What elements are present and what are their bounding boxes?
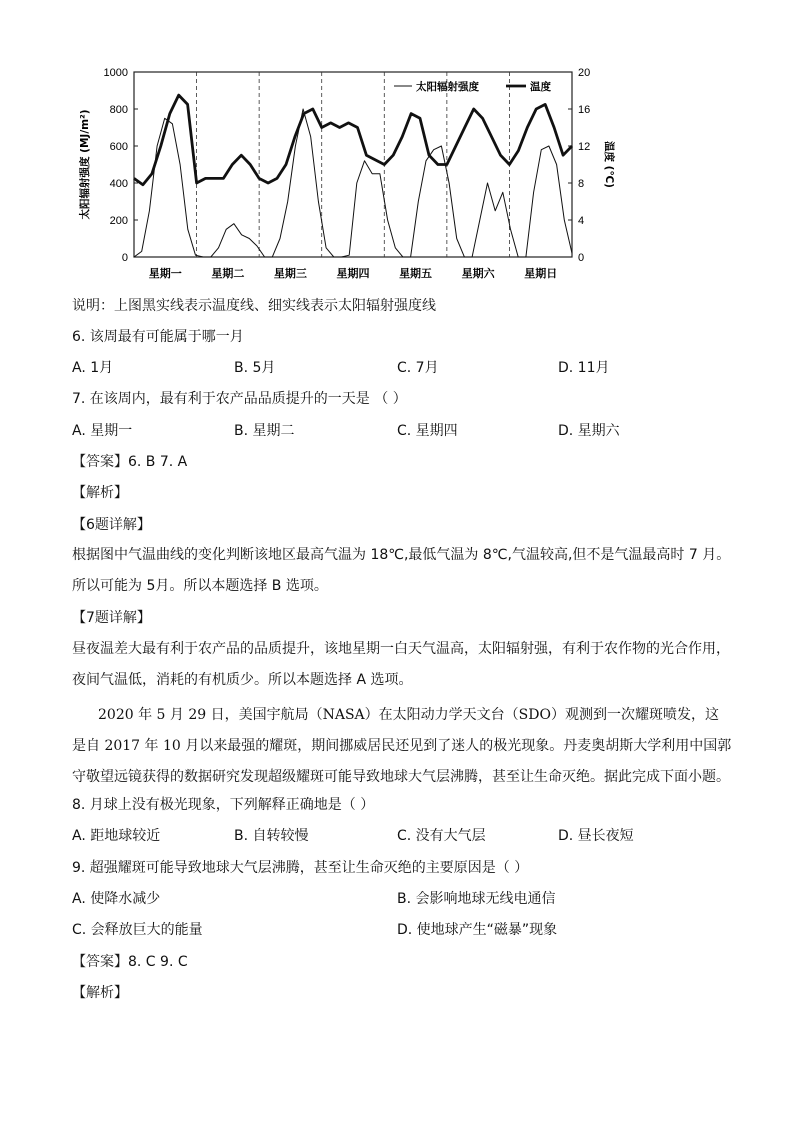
y2-tick-label: 0 [578,252,585,264]
q9-option-d: D. 使地球产生“磁暴”现象 [397,922,558,938]
detail-7-text: 昼夜温差大最有利于农产品的品质提升，该地星期一白天气温高，太阳辐射强，有利于农作物的光合作用，夜间气温低，消耗的有机质少。所以本题选择 A 选项。 [72,641,730,688]
q8-option-a: A. 距地球较近 [72,828,161,844]
answer-6-7: 【答案】6. B 7. A [72,454,188,470]
legend-solar-label: 太阳辐射强度 [416,81,479,93]
x-category-label: 星期二 [211,267,245,280]
q8-option-d: D. 昼长夜短 [558,828,634,844]
question-7: 7. 在该周内，最有利于农产品品质提升的一天是 （ ） [72,391,407,407]
y-tick-label: 400 [109,178,128,190]
y-tick-label: 0 [121,252,128,264]
q7-option-c: C. 星期四 [397,423,458,439]
x-category-label: 星期四 [336,267,370,280]
x-category-label: 星期六 [461,267,495,280]
x-category-label: 星期五 [399,267,433,280]
q8-option-b: B. 自转较慢 [234,828,309,844]
question-8: 8. 月球上没有极光现象，下列解释正确地是（ ） [72,797,375,813]
q7-option-b: B. 星期二 [234,423,295,439]
plot-frame [134,72,572,257]
analysis-heading-2: 【解析】 [72,985,128,1001]
y-axis-title: 太阳辐射强度 (MJ/m²) [79,109,91,220]
question-6: 6. 该周最有可能属于哪一月 [72,329,244,345]
y2-tick-label: 8 [578,178,585,190]
y2-axis-title: 温度 (℃) [603,141,615,188]
q6-option-b: B. 5月 [234,360,276,376]
x-category-label: 星期三 [273,267,307,280]
answer-8-9: 【答案】8. C 9. C [72,954,188,970]
detail-6-heading: 【6题详解】 [72,517,151,533]
chart-caption: 说明：上图黑实线表示温度线、细实线表示太阳辐射强度线 [72,298,436,314]
q6-option-a: A. 1月 [72,360,114,376]
temperature-radiation-chart [72,58,615,290]
x-category-label: 星期日 [524,267,558,280]
q7-option-a: A. 星期一 [72,423,133,439]
legend-temp-label: 温度 [530,81,551,93]
q9-option-a: A. 使降水减少 [72,891,161,907]
q6-option-d: D. 11月 [558,360,610,376]
question-9: 9. 超强耀斑可能导致地球大气层沸腾，甚至让生命灭绝的主要原因是（ ） [72,860,529,876]
detail-7-heading: 【7题详解】 [72,610,151,626]
reading-passage: 2020 年 5 月 29 日，美国宇航局（NASA）在太阳动力学天文台（SDO）观测到一次耀斑喷发，这是自 2017 年 10 月以来最强的耀斑，期间挪威居民还见到了迷人的极光现象。丹麦奥胡斯大学利用中国郭守敬望远镜获得的数据研究发现超级耀斑可能导致地球大气层沸腾，甚至让生命灭绝。据此完成下面小题。 [72,707,732,785]
solar-radiation-line [134,109,572,257]
y2-tick-label: 16 [578,104,591,116]
y-tick-label: 600 [109,141,128,153]
q6-option-c: C. 7月 [397,360,439,376]
q8-option-c: C. 没有大气层 [397,828,486,844]
detail-6-text: 根据图中气温曲线的变化判断该地区最高气温为 18℃,最低气温为 8℃,气温较高,但不是气温最高时 7 月。所以可能为 5月。所以本题选择 B 选项。 [72,547,731,594]
y-tick-label: 1000 [103,67,128,79]
q9-option-c: C. 会释放巨大的能量 [72,922,203,938]
y-tick-label: 800 [109,104,128,116]
y2-tick-label: 4 [578,215,585,227]
q7-option-d: D. 星期六 [558,423,620,439]
x-category-label: 星期一 [148,267,182,280]
y2-tick-label: 12 [578,141,591,153]
y-tick-label: 200 [109,215,128,227]
temperature-line [134,95,572,185]
y2-tick-label: 20 [578,67,591,79]
q9-option-b: B. 会影响地球无线电通信 [397,891,556,907]
analysis-heading-1: 【解析】 [72,485,128,501]
